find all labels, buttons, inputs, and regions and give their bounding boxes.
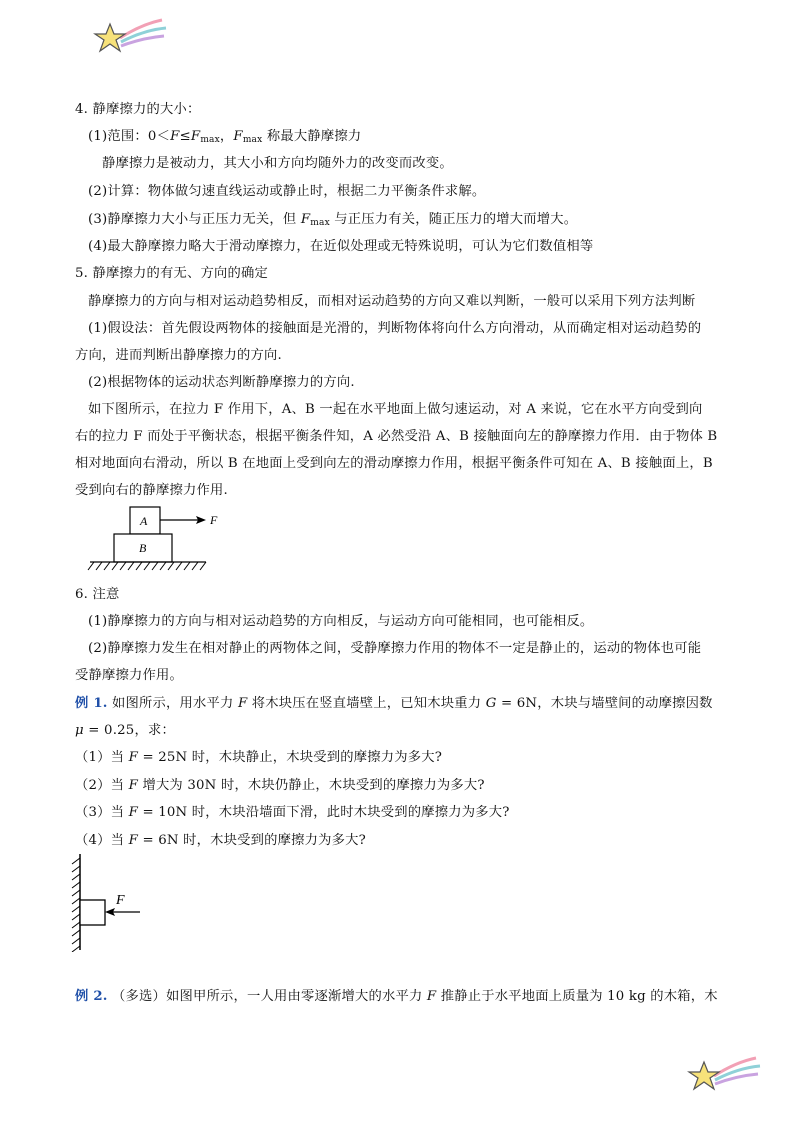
example-1-line-2: μ = 0.25，求：: [75, 723, 175, 738]
blocks-ab-figure: [86, 502, 226, 574]
section-5-item-2: (2)根据物体的运动状态判断静摩擦力的方向.: [88, 375, 355, 390]
section-4-item-1: (1)范围：$0<F\le F_{max}$，$F_{max}$ 称最大静摩擦力: [88, 129, 362, 145]
section-5-example-line-3: 相对地面向右滑动，所以 B 在地面上受到向左的滑动摩擦力作用，根据平衡条件可知在 A、B 接触面上，B: [75, 456, 713, 471]
wall-hatching: [72, 858, 80, 952]
section-5-example-line-2: 右的拉力 F 而处于平衡状态，根据平衡条件知，A 必然受沿 A、B 接触面向左的静摩擦力作用．由于物体 B: [75, 429, 718, 444]
example-1-question-2: （2）当 F 增大为 30N 时，木块仍静止，木块受到的摩擦力为多大?: [75, 778, 485, 793]
section-6-item-2: (2)静摩擦力发生在相对静止的两物体之间，受静摩擦力作用的物体不一定是静止的，运动的物体也可能: [88, 641, 702, 656]
section-4-item-3: (3)静摩擦力大小与正压力无关，但 $F_{max}$ 与正压力有关，随正压力的增大而增大。: [88, 212, 578, 228]
label-f: F: [116, 893, 125, 908]
section-5-item-1-cont: 方向，进而判断出静摩擦力的方向.: [75, 348, 282, 363]
section-6-item-1: (1)静摩擦力的方向与相对运动趋势的方向相反，与运动方向可能相同，也可能相反。: [88, 614, 594, 629]
wall-block-figure: [66, 852, 156, 952]
section-4-heading: 4. 静摩擦力的大小：: [75, 102, 201, 117]
section-5-example-line-4: 受到向右的静摩擦力作用.: [75, 483, 228, 498]
section-6-heading: 6. 注意: [75, 587, 120, 602]
shooting-star-icon: [92, 16, 172, 62]
example-1-question-1: （1）当 F = 25N 时，木块静止，木块受到的摩擦力为多大?: [75, 750, 443, 765]
label-f: F: [210, 513, 218, 527]
section-5-intro: 静摩擦力的方向与相对运动趋势相反，而相对运动趋势的方向又难以判断，一般可以采用下列方法判断: [88, 294, 696, 309]
section-4-item-4: (4)最大静摩擦力略大于滑动摩擦力，在近似处理或无特殊说明，可认为它们数值相等: [88, 239, 594, 254]
section-5-heading: 5. 静摩擦力的有无、方向的确定: [75, 266, 268, 281]
label-b: B: [139, 541, 147, 555]
example-2-line-1: 例 2. （多选）如图甲所示，一人用由零逐渐增大的水平力 F 推静止于水平地面上质量为 10 kg 的木箱，木: [75, 989, 718, 1004]
section-5-example-line-1: 如下图所示，在拉力 F 作用下，A、B 一起在水平地面上做匀速运动，对 A 来说，它在水平方向受到向: [88, 402, 703, 417]
shooting-star-icon: [686, 1054, 766, 1100]
example-1-question-3: （3）当 F = 10N 时，木块沿墙面下滑，此时木块受到的摩擦力为多大?: [75, 805, 510, 820]
section-4-item-2: (2)计算：物体做匀速直线运动或静止时，根据二力平衡条件求解。: [88, 184, 486, 199]
ground-hatching: [88, 562, 206, 570]
section-5-item-1: (1)假设法：首先假设两物体的接触面是光滑的，判断物体将向什么方向滑动，从而确定相对运动趋势的: [88, 321, 702, 336]
example-1-line-1: 例 1. 如图所示，用水平力 F 将木块压在竖直墙壁上，已知木块重力 G = 6N，木块与墙壁间的动摩擦因数: [75, 696, 713, 711]
label-a: A: [140, 514, 148, 528]
section-4-item-1-note: 静摩擦力是被动力，其大小和方向均随外力的改变而改变。: [102, 156, 453, 171]
section-6-item-2-cont: 受静摩擦力作用。: [75, 668, 183, 683]
block: [80, 900, 105, 925]
example-1-question-4: （4）当 F = 6N 时，木块受到的摩擦力为多大?: [75, 833, 366, 848]
